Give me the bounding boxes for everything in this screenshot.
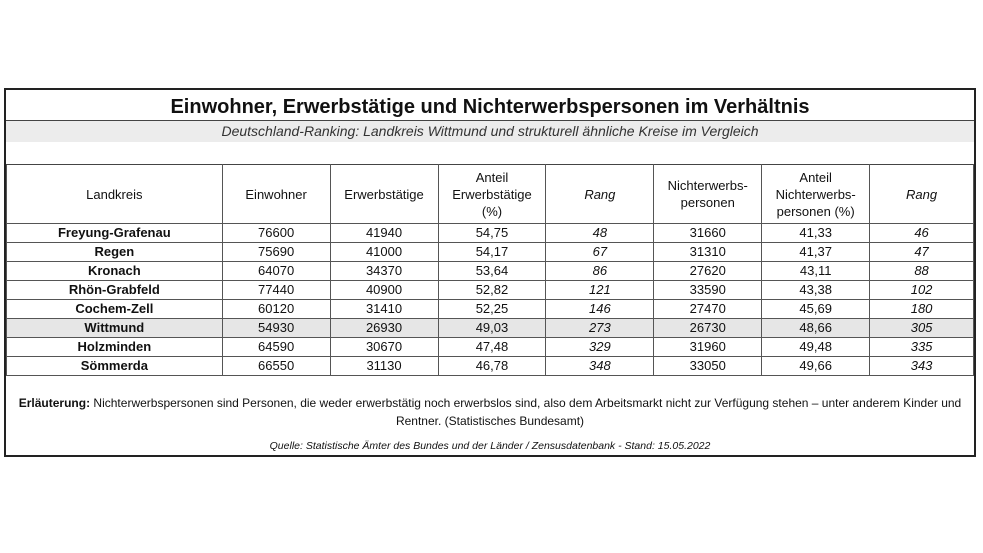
table-cell-anteil_e: 53,64	[438, 262, 546, 281]
table-cell-anteil_e: 54,75	[438, 224, 546, 243]
table-cell-erwerb: 31410	[330, 300, 438, 319]
data-table	[6, 164, 974, 376]
col-header-anteil-nichterwerb: Anteil Nichterwerbs- personen (%)	[762, 165, 870, 224]
table-row	[7, 224, 974, 243]
col-header-nichterwerbspersonen: Nichterwerbs- personen	[654, 165, 762, 224]
table-cell-erwerb: 26930	[330, 319, 438, 338]
table-cell-rang_e: 86	[546, 262, 654, 281]
table-cell-nicht: 31960	[654, 338, 762, 357]
table-cell-name: Cochem-Zell	[7, 300, 223, 319]
note-label: Erläuterung:	[18, 396, 91, 410]
table-cell-name: Wittmund	[7, 319, 223, 338]
table-cell-rang_e: 273	[546, 319, 654, 338]
table-cell-einwohner: 75690	[222, 243, 330, 262]
table-cell-rang_n: 47	[870, 243, 974, 262]
col-header-rang-nichterwerb: Rang	[870, 165, 974, 224]
table-cell-erwerb: 34370	[330, 262, 438, 281]
table-row	[7, 262, 974, 281]
table-row	[7, 338, 974, 357]
table-cell-erwerb: 41000	[330, 243, 438, 262]
table-cell-einwohner: 76600	[222, 224, 330, 243]
page-title: Einwohner, Erwerbstätige und Nichterwerbspersonen im Verhältnis	[170, 96, 810, 118]
table-cell-anteil_e: 52,82	[438, 281, 546, 300]
table-cell-erwerb: 30670	[330, 338, 438, 357]
table-row	[7, 357, 974, 376]
table-cell-anteil_n: 49,48	[762, 338, 870, 357]
table-cell-nicht: 31310	[654, 243, 762, 262]
table-cell-rang_e: 348	[546, 357, 654, 376]
table-cell-rang_n: 46	[870, 224, 974, 243]
table-cell-einwohner: 64590	[222, 338, 330, 357]
table-cell-rang_n: 343	[870, 357, 974, 376]
table-cell-anteil_e: 52,25	[438, 300, 546, 319]
col-header-rang-erwerb: Rang	[546, 165, 654, 224]
table-cell-erwerb: 40900	[330, 281, 438, 300]
table-cell-name: Sömmerda	[7, 357, 223, 376]
table-cell-anteil_n: 49,66	[762, 357, 870, 376]
table-cell-anteil_n: 48,66	[762, 319, 870, 338]
table-cell-nicht: 33590	[654, 281, 762, 300]
table-cell-anteil_n: 45,69	[762, 300, 870, 319]
table-cell-nicht: 31660	[654, 224, 762, 243]
table-cell-anteil_n: 41,33	[762, 224, 870, 243]
table-row	[7, 319, 974, 338]
note-text: Nichterwerbspersonen sind Personen, die weder erwerbstätig noch erwerbslos sind, also dem Arbeitsmarkt nicht zur Verfügung stehen – unter anderem Kinder und Rentner. (Statistisches Bundesamt)	[90, 396, 962, 428]
table-cell-rang_n: 305	[870, 319, 974, 338]
col-header-einwohner: Einwohner	[222, 165, 330, 224]
table-row	[7, 281, 974, 300]
table-cell-einwohner: 54930	[222, 319, 330, 338]
table-cell-rang_e: 48	[546, 224, 654, 243]
table-cell-anteil_n: 43,11	[762, 262, 870, 281]
table-frame	[4, 88, 976, 457]
table-cell-einwohner: 60120	[222, 300, 330, 319]
table-cell-anteil_e: 46,78	[438, 357, 546, 376]
table-cell-nicht: 33050	[654, 357, 762, 376]
table-cell-anteil_n: 43,38	[762, 281, 870, 300]
col-header-anteil-erwerbstaetige: Anteil Erwerbstätige (%)	[438, 165, 546, 224]
table-cell-erwerb: 31130	[330, 357, 438, 376]
explanation-note	[14, 394, 966, 430]
table-cell-anteil_n: 41,37	[762, 243, 870, 262]
table-cell-erwerb: 41940	[330, 224, 438, 243]
table-cell-einwohner: 64070	[222, 262, 330, 281]
table-cell-name: Freyung-Grafenau	[7, 224, 223, 243]
col-header-erwerbstaetige: Erwerbstätige	[330, 165, 438, 224]
table-cell-rang_e: 329	[546, 338, 654, 357]
subtitle: Deutschland-Ranking: Landkreis Wittmund und strukturell ähnliche Kreise im Vergleich	[221, 123, 759, 139]
table-cell-anteil_e: 49,03	[438, 319, 546, 338]
table-cell-name: Holzminden	[7, 338, 223, 357]
table-cell-rang_n: 88	[870, 262, 974, 281]
table-cell-nicht: 27470	[654, 300, 762, 319]
col-header-landkreis: Landkreis	[7, 165, 223, 224]
subtitle-band	[6, 121, 974, 142]
table-cell-rang_e: 67	[546, 243, 654, 262]
table-cell-anteil_e: 54,17	[438, 243, 546, 262]
table-cell-rang_n: 180	[870, 300, 974, 319]
table-row	[7, 243, 974, 262]
source-line: Quelle: Statistische Ämter des Bundes und der Länder / Zensusdatenbank - Stand: 15.05.2022	[269, 440, 711, 452]
table-cell-nicht: 26730	[654, 319, 762, 338]
table-cell-name: Regen	[7, 243, 223, 262]
table-row	[7, 300, 974, 319]
table-cell-name: Kronach	[7, 262, 223, 281]
table-cell-einwohner: 77440	[222, 281, 330, 300]
table-cell-nicht: 27620	[654, 262, 762, 281]
table-cell-rang_e: 121	[546, 281, 654, 300]
table-cell-name: Rhön-Grabfeld	[7, 281, 223, 300]
table-cell-rang_e: 146	[546, 300, 654, 319]
table-header-row	[7, 165, 974, 224]
table-cell-rang_n: 335	[870, 338, 974, 357]
table-cell-anteil_e: 47,48	[438, 338, 546, 357]
table-cell-einwohner: 66550	[222, 357, 330, 376]
table-cell-rang_n: 102	[870, 281, 974, 300]
